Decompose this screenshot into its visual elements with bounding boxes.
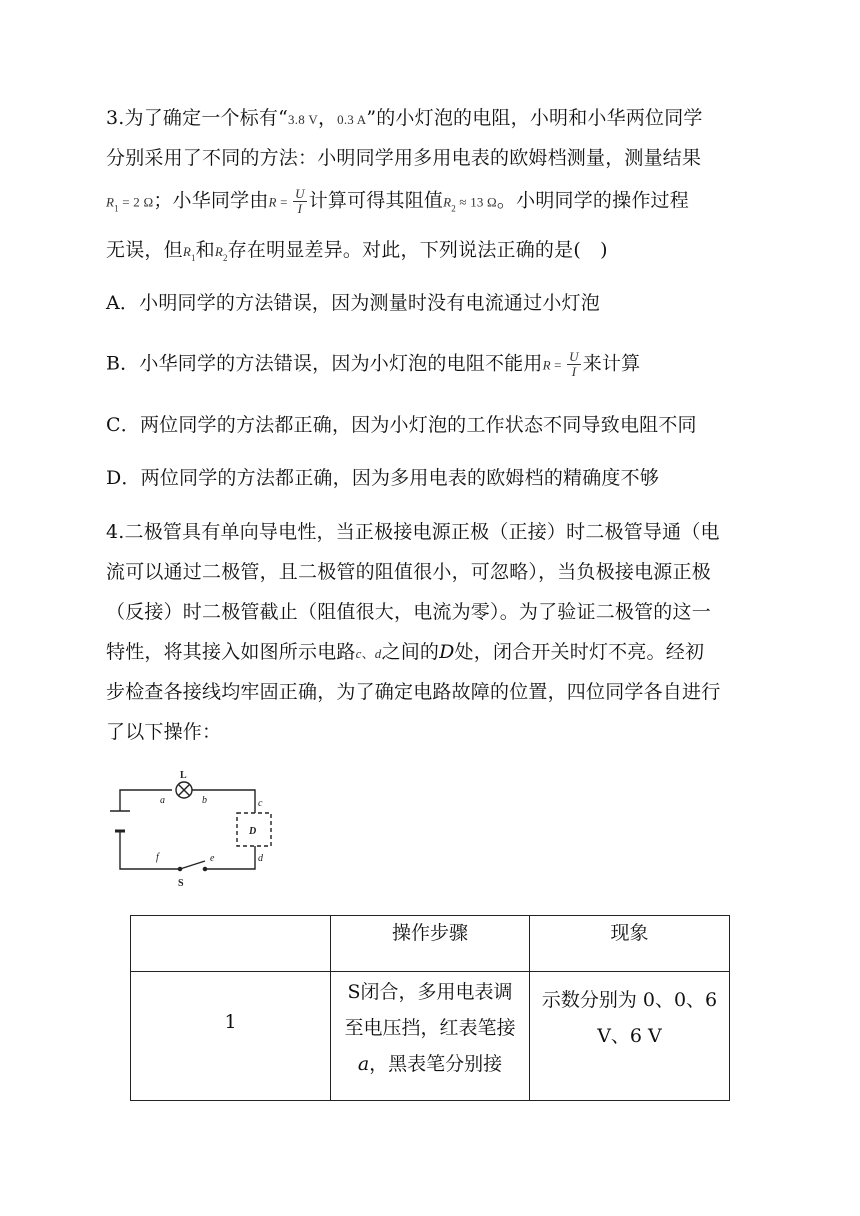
q3-line-2: 分别采用了不同的方法：小明同学用多用电表的欧姆档测量，测量结果	[106, 147, 702, 169]
q4-line-4: 特性，将其接入如图所示电路c、d之间的D处，闭合开关时灯不亮。经初	[106, 641, 705, 663]
q4-line-2: 流可以通过二极管，且二极管的阻值很小，可忽略），当负极接电源正极	[106, 561, 711, 583]
operations-table	[130, 915, 730, 1101]
q4-line-1: 4.二极管具有单向导电性，当正极接电源正极（正接）时二极管导通（电	[106, 521, 720, 543]
table-header-row	[131, 916, 730, 972]
q4-line-6: 了以下操作：	[106, 721, 222, 743]
label-c: c	[258, 798, 263, 809]
option-b: B．小华同学的方法错误，因为小灯泡的电阻不能用R = $\frac{U}{I}$ 来计算	[106, 349, 641, 379]
label-e: e	[210, 853, 215, 864]
option-d: D．两位同学的方法都正确，因为多用电表的欧姆档的精确度不够	[106, 467, 660, 489]
option-a: A．小明同学的方法错误，因为测量时没有电流通过小灯泡	[106, 292, 600, 314]
q4-line-5: 步检查各接线均牢固正确，为了确定电路故障的位置，四位同学各自进行	[106, 681, 721, 703]
circuit-diagram	[100, 768, 290, 890]
rating-voltage: 3.8 V	[288, 112, 318, 127]
q3-line-4: 无误，但$R_1$和$R_2$存在明显差异。对此，下列说法正确的是( )	[106, 239, 608, 263]
label-S: S	[178, 878, 184, 889]
option-c: C．两位同学的方法都正确，因为小灯泡的工作状态不同导致电阻不同	[106, 414, 697, 436]
table-row	[131, 972, 730, 1101]
header-cell-steps: 操作步骤	[331, 916, 530, 972]
label-f: f	[156, 852, 159, 863]
row-step: S闭合，多用电表调 至电压挡，红表笔接 a，黑表笔分别接	[331, 972, 530, 1101]
rating-current: 0.3 A	[337, 112, 367, 127]
label-a: a	[160, 795, 165, 806]
wire-bottom-left	[120, 832, 178, 869]
label-d: d	[258, 853, 263, 864]
row-number: 1	[131, 972, 331, 1101]
q3-line-3: $R_1 = 2$ Ω；小华同学由R = $\frac{U}{I}$ 计算可得其阻值$R_2 \approx 13$ Ω。小明同学的操作过程	[106, 186, 689, 216]
label-b: b	[202, 795, 207, 806]
q3-line-1: 3.为了确定一个标有“3.8 V，0.3 A”的小灯泡的电阻，小明和小华两位同学	[106, 107, 703, 129]
label-D: D	[249, 826, 257, 837]
header-cell-phenomenon: 现象	[530, 916, 730, 972]
header-cell-blank	[131, 916, 331, 972]
label-L: L	[180, 770, 187, 781]
ohms-law-fraction: $\frac{U}{I}$	[295, 186, 305, 216]
switch-blade	[180, 861, 205, 869]
q4-line-3: （反接）时二极管截止（阻值很大，电流为零）。为了验证二极管的这一	[106, 601, 711, 623]
ohms-law-fraction-option-b: $\frac{U}{I}$	[569, 349, 579, 379]
row-phenomenon: 示数分别为 0、0、6 V、6 V	[530, 972, 730, 1101]
